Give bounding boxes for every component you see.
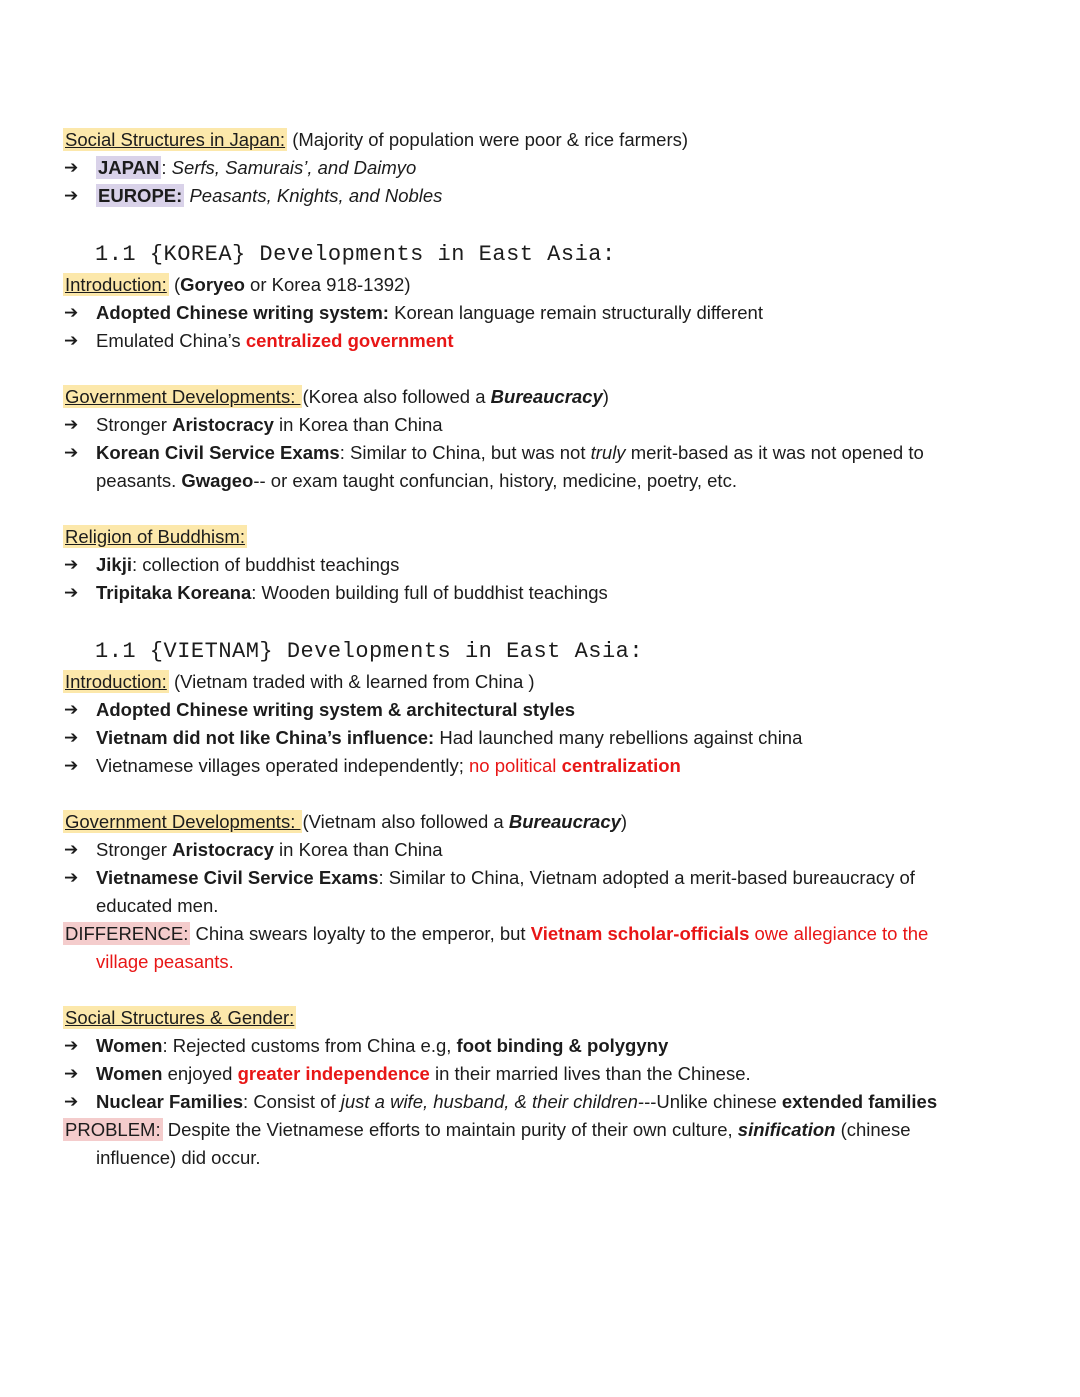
text-run: just a wife, husband, & their children xyxy=(340,1091,638,1112)
bullet-item xyxy=(63,182,983,210)
bullet-item xyxy=(63,752,983,780)
text-run: Stronger xyxy=(96,839,173,860)
section-heading: 1.1 {VIETNAM} Developments in East Asia: xyxy=(95,639,644,664)
text-run: -- or exam taught confuncian, history, medicine, poetry, etc. xyxy=(253,470,737,491)
bullet-item xyxy=(63,411,983,439)
text-run: (Korea also followed a xyxy=(302,386,491,407)
note-line xyxy=(63,920,983,976)
text-run: Aristocracy xyxy=(172,839,274,860)
text-run: (chinese influence) did occur. xyxy=(96,1119,911,1168)
bullet-item xyxy=(63,579,983,607)
text-run: merit-based as it was not opened to peasants. xyxy=(96,442,924,491)
text-run: ) xyxy=(620,811,628,832)
bullet-item xyxy=(63,327,983,355)
text-run: (Majority of population were poor & rice farmers) xyxy=(287,129,689,150)
text-run: Women xyxy=(96,1035,163,1056)
text-run: enjoyed xyxy=(162,1063,238,1084)
text-run: (Vietnam traded with & learned from China ) xyxy=(168,671,535,692)
text-run: Had launched many rebellions against china xyxy=(434,727,803,748)
section-label-line xyxy=(63,1004,983,1032)
bullet-item xyxy=(63,864,983,920)
text-run: Tripitaka Koreana xyxy=(96,582,252,603)
text-run: Religion of Buddhism: xyxy=(65,526,245,547)
text-run: greater independence xyxy=(237,1063,430,1084)
bullet-item xyxy=(63,154,983,182)
arrow-bullet-icon: ➔ xyxy=(64,415,79,435)
text-run: EUROPE: xyxy=(98,185,183,206)
text-run: in Korea than China xyxy=(273,414,443,435)
text-run: Adopted Chinese writing system & architectural styles xyxy=(96,699,576,720)
text-run: : Rejected customs from China e.g, xyxy=(162,1035,457,1056)
bullet-item xyxy=(63,439,983,495)
section-label-line xyxy=(63,383,983,411)
arrow-bullet-icon: ➔ xyxy=(64,840,79,860)
text-run: (Vietnam also followed a xyxy=(302,811,509,832)
text-run: Emulated China’s xyxy=(96,330,246,351)
text-run: ) xyxy=(602,386,609,407)
text-run: Serfs, Samurais’, and Daimyo xyxy=(171,157,417,178)
bullet-item xyxy=(63,724,983,752)
text-run: no political xyxy=(469,755,562,776)
arrow-bullet-icon: ➔ xyxy=(64,555,79,575)
text-run: truly xyxy=(590,442,626,463)
text-run: Gwageo xyxy=(181,470,254,491)
text-run: Social Structures & Gender: xyxy=(65,1007,295,1028)
text-run: extended families xyxy=(781,1091,938,1112)
text-run: Vietnamese Civil Service Exams xyxy=(96,867,379,888)
text-run: : Similar to China, Vietnam adopted a merit-based bureaucracy of educated men. xyxy=(96,867,915,916)
text-run: Bureaucracy xyxy=(490,386,603,407)
bullet-item xyxy=(63,1032,983,1060)
arrow-bullet-icon: ➔ xyxy=(64,700,79,720)
text-run: Government Developments: xyxy=(65,811,301,832)
bullet-item xyxy=(63,1060,983,1088)
section-label-line xyxy=(63,126,983,154)
text-run: Vietnam scholar-officials xyxy=(530,923,750,944)
text-run: Women xyxy=(96,1063,163,1084)
text-run: PROBLEM: xyxy=(65,1119,161,1140)
text-run: ( xyxy=(168,274,181,295)
arrow-bullet-icon: ➔ xyxy=(64,186,79,206)
arrow-bullet-icon: ➔ xyxy=(64,868,79,888)
text-run: : Consist of xyxy=(243,1091,341,1112)
arrow-bullet-icon: ➔ xyxy=(64,1092,79,1112)
paragraph-spacer xyxy=(63,780,983,808)
text-run: Stronger xyxy=(96,414,173,435)
arrow-bullet-icon: ➔ xyxy=(64,331,79,351)
text-run: : Wooden building full of buddhist teachings xyxy=(251,582,608,603)
section-label-line xyxy=(63,271,983,299)
document-body xyxy=(63,126,983,1172)
text-run: : xyxy=(161,157,172,178)
text-run: : Similar to China, but was not xyxy=(339,442,591,463)
arrow-bullet-icon: ➔ xyxy=(64,1064,79,1084)
arrow-bullet-icon: ➔ xyxy=(64,443,79,463)
paragraph-spacer xyxy=(63,210,983,238)
arrow-bullet-icon: ➔ xyxy=(64,1036,79,1056)
text-run: China swears loyalty to the emperor, but xyxy=(190,923,531,944)
paragraph-spacer xyxy=(63,355,983,383)
bullet-item xyxy=(63,551,983,579)
text-run: Peasants, Knights, and Nobles xyxy=(189,185,443,206)
text-run: owe allegiance to the village peasants. xyxy=(96,923,929,972)
text-run: Nuclear Families xyxy=(96,1091,244,1112)
bullet-item xyxy=(63,299,983,327)
text-run: Korean language remain structurally different xyxy=(388,302,763,323)
paragraph-spacer xyxy=(63,495,983,523)
text-run: Goryeo xyxy=(180,274,245,295)
arrow-bullet-icon: ➔ xyxy=(64,158,79,178)
text-run: foot binding & polygyny xyxy=(456,1035,669,1056)
text-run: Jikji xyxy=(96,554,132,575)
text-run: or Korea 918-1392) xyxy=(244,274,411,295)
text-run: JAPAN xyxy=(98,157,160,178)
section-heading: 1.1 {KOREA} Developments in East Asia: xyxy=(95,242,616,267)
text-run: Introduction: xyxy=(65,274,167,295)
arrow-bullet-icon: ➔ xyxy=(64,583,79,603)
text-run: in Korea than China xyxy=(273,839,443,860)
section-label-line xyxy=(63,668,983,696)
text-run: in their married lives than the Chinese. xyxy=(429,1063,751,1084)
text-run: centralization xyxy=(561,755,681,776)
text-run: DIFFERENCE: xyxy=(65,923,189,944)
section-label-line xyxy=(63,808,983,836)
text-run: Vietnamese villages operated independently; xyxy=(96,755,469,776)
section-label-line xyxy=(63,523,983,551)
text-run: centralized government xyxy=(245,330,454,351)
arrow-bullet-icon: ➔ xyxy=(64,728,79,748)
bullet-item xyxy=(63,1088,983,1116)
text-run: Aristocracy xyxy=(172,414,274,435)
text-run: Social Structures in Japan: xyxy=(65,129,286,150)
note-line xyxy=(63,1116,983,1172)
paragraph-spacer xyxy=(63,607,983,635)
arrow-bullet-icon: ➔ xyxy=(64,756,79,776)
text-run: Adopted Chinese writing system: xyxy=(96,302,389,323)
text-run: Vietnam did not like China’s influence: xyxy=(96,727,435,748)
text-run: Introduction: xyxy=(65,671,167,692)
bullet-item xyxy=(63,696,983,724)
bullet-item xyxy=(63,836,983,864)
text-run: Korean Civil Service Exams xyxy=(96,442,340,463)
text-run: Despite the Vietnamese efforts to maintain purity of their own culture, xyxy=(162,1119,738,1140)
arrow-bullet-icon: ➔ xyxy=(64,303,79,323)
text-run: ---Unlike chinese xyxy=(637,1091,782,1112)
text-run: Bureaucracy xyxy=(508,811,621,832)
text-run: Government Developments: xyxy=(65,386,301,407)
text-run: sinification xyxy=(737,1119,836,1140)
text-run: : collection of buddhist teachings xyxy=(132,554,400,575)
paragraph-spacer xyxy=(63,976,983,1004)
